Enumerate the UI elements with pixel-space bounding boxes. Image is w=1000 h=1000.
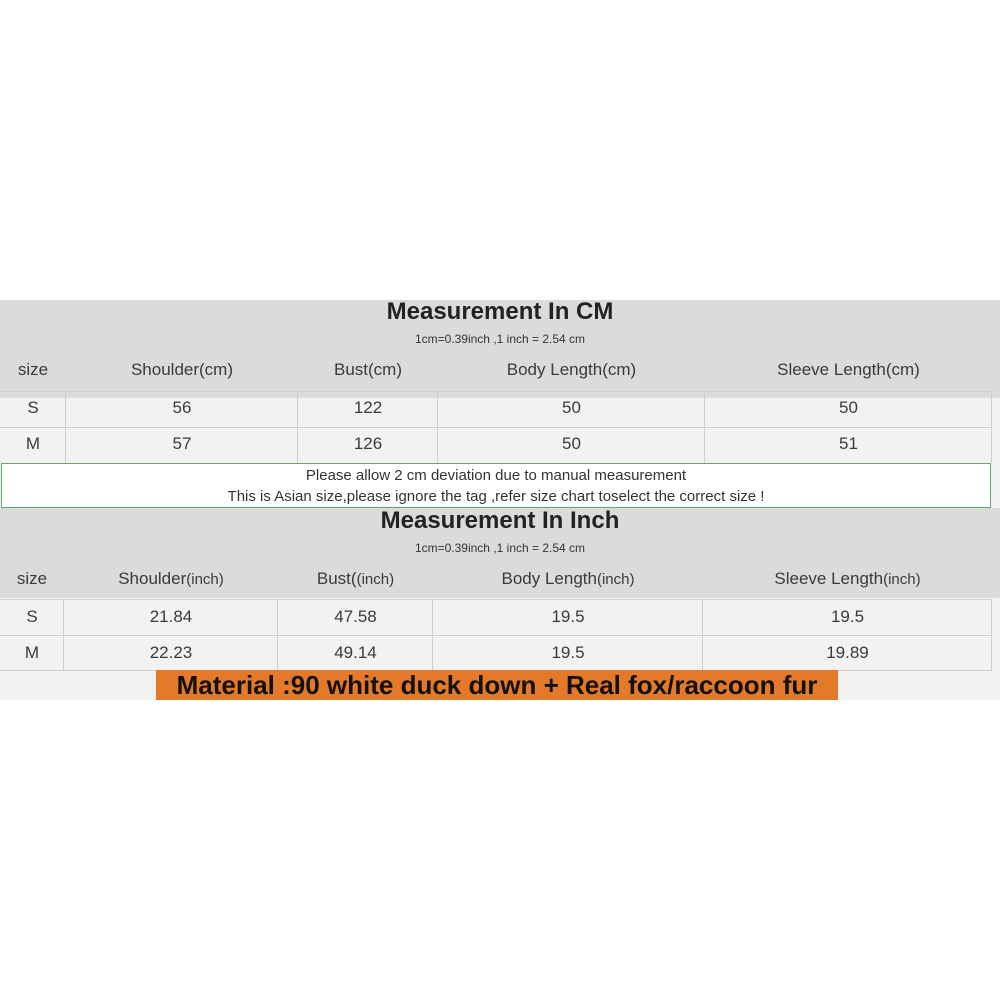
cm-cell-bust: 122 <box>353 398 383 417</box>
inch-cell-bust: 47.58 <box>334 607 377 626</box>
inch-cell-shoulder: 21.84 <box>149 607 193 626</box>
cm-cell-body-length: 50 <box>562 434 581 453</box>
deviation-note <box>1 463 991 508</box>
cm-header-sleeve-length: Sleeve Length(cm) <box>777 360 920 379</box>
cm-cell-shoulder: 57 <box>172 434 192 453</box>
note-line-1: Please allow 2 cm deviation due to manual measurement <box>305 467 687 484</box>
inch-header-body-length: Body Length(inch) <box>501 569 635 588</box>
inch-cell-shoulder: 22.23 <box>149 643 193 662</box>
inch-cell-body-length: 19.5 <box>551 643 585 662</box>
cm-header-size: size <box>17 360 49 379</box>
inch-cell-sleeve-length: 19.89 <box>826 643 869 662</box>
note-line-2: This is Asian size,please ignore the tag ,refer size chart toselect the correct size ! <box>227 488 765 505</box>
inch-subtitle: 1cm=0.39inch ,1 inch = 2.54 cm <box>414 541 586 555</box>
cm-cell-size: S <box>27 398 39 417</box>
inch-title: Measurement In Inch <box>380 507 620 534</box>
inch-header-shoulder: Shoulder(inch) <box>118 569 224 588</box>
material-banner: Material :90 white duck down + Real fox/raccoon fur <box>156 670 838 700</box>
inch-cell-size: M <box>24 643 40 662</box>
inch-cell-sleeve-length: 19.5 <box>830 607 865 626</box>
inch-header-sleeve-length: Sleeve Length(inch) <box>774 569 921 588</box>
cm-subtitle: 1cm=0.39inch ,1 inch = 2.54 cm <box>414 332 586 346</box>
inch-cell-bust: 49.14 <box>334 643 377 662</box>
cm-title: Measurement In CM <box>386 298 614 325</box>
inch-header-size: size <box>16 569 48 588</box>
cm-cell-sleeve-length: 51 <box>839 434 858 453</box>
cm-header-shoulder: Shoulder(cm) <box>130 360 234 379</box>
cm-cell-sleeve-length: 50 <box>839 398 858 417</box>
inch-header-bust: Bust((inch) <box>316 569 395 588</box>
cm-cell-size: M <box>25 434 41 453</box>
cm-cell-body-length: 50 <box>562 398 581 417</box>
inch-cell-size: S <box>26 607 38 626</box>
cm-cell-shoulder: 56 <box>172 398 192 417</box>
cm-header-bust: Bust(cm) <box>334 360 402 379</box>
inch-cell-body-length: 19.5 <box>551 607 585 626</box>
cm-header-body-length: Body Length(cm) <box>506 360 637 379</box>
cm-cell-bust: 126 <box>353 434 383 453</box>
